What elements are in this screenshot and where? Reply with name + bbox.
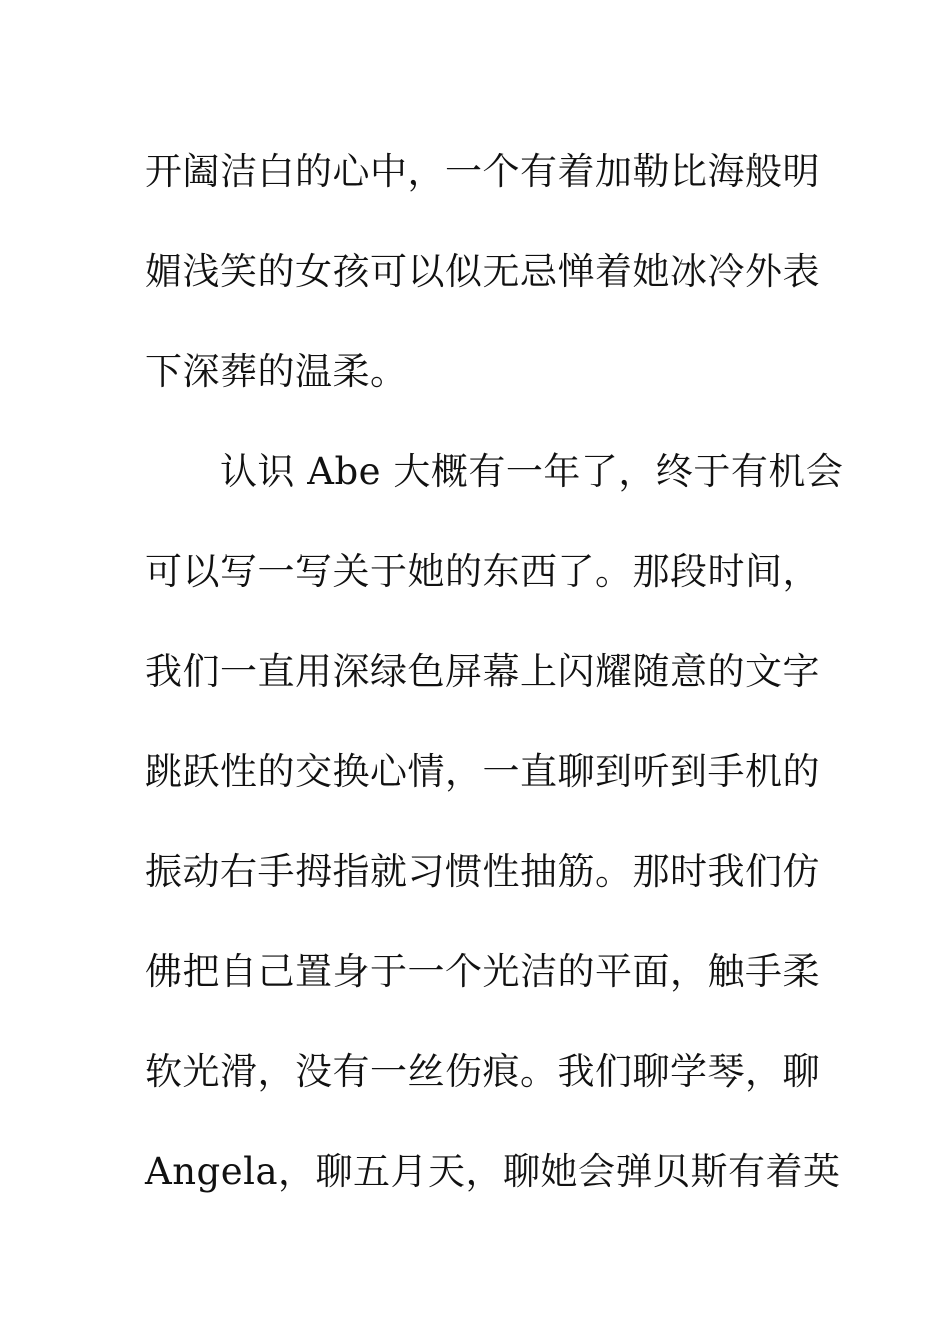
text-line-1: 开阖洁白的心中，一个有着加勒比海般明 [145, 150, 820, 193]
text-line-10: 软光滑，没有一丝伤痕。我们聊学琴，聊 [145, 1050, 820, 1093]
text-line-4: 认识 Abe 大概有一年了，终于有机会 [145, 450, 844, 493]
text-line-7: 跳跃性的交换心情，一直聊到听到手机的 [145, 750, 820, 793]
text-line-11: Angela，聊五月天，聊她会弹贝斯有着英 [145, 1150, 841, 1193]
text-line-9: 佛把自己置身于一个光洁的平面，触手柔 [145, 950, 820, 993]
text-line-6: 我们一直用深绿色屏幕上闪耀随意的文字 [145, 650, 820, 693]
text-line-3: 下深葬的温柔。 [145, 350, 408, 393]
text-line-2: 媚浅笑的女孩可以似无忌惮着她冰冷外表 [145, 250, 820, 293]
text-line-5: 可以写一写关于她的东西了。那段时间， [145, 550, 820, 593]
body-text [145, 122, 844, 1222]
text-line-8: 振动右手拇指就习惯性抽筋。那时我们仿 [145, 850, 820, 893]
